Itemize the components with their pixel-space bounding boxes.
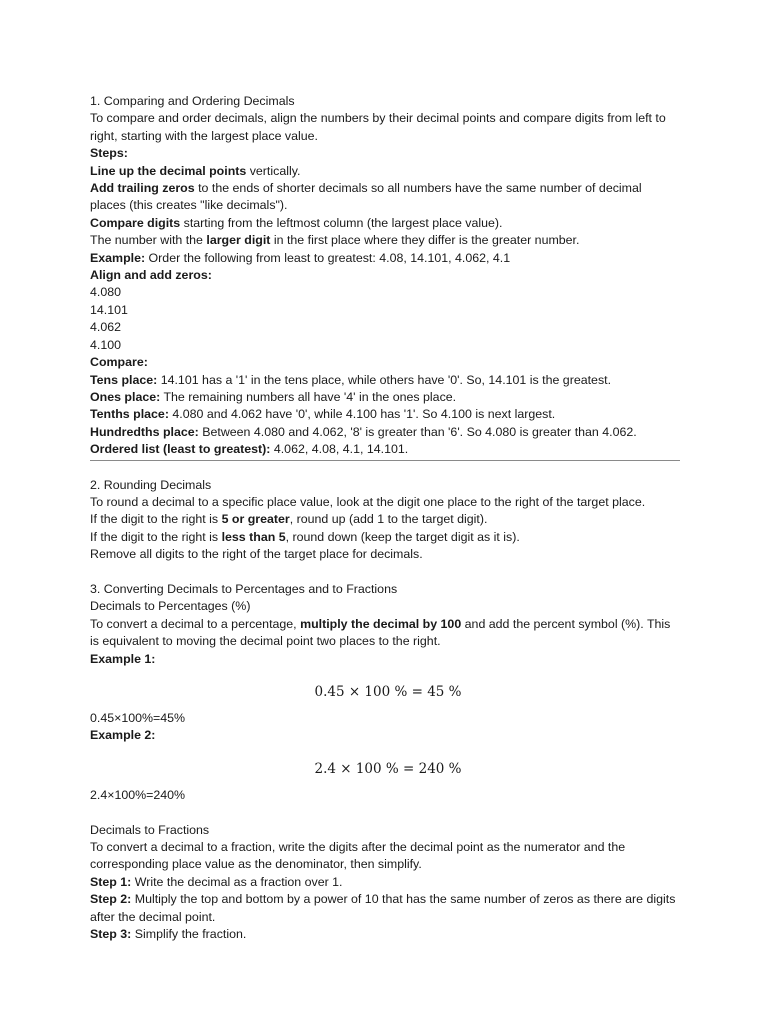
step-larger-digit (90, 232, 680, 249)
fraction-step-1 (90, 874, 680, 891)
fraction-step-1-text: Write the decimal as a fraction over 1. (131, 874, 343, 889)
rounding-rule-down-text: , round down (keep the target digit as it is). (285, 529, 520, 544)
paragraph-percentages-bold: multiply the decimal by 100 (300, 616, 462, 631)
example-1-label (90, 651, 680, 668)
rounding-rule-up (90, 511, 680, 528)
aligned-number: 14.101 (90, 302, 128, 317)
blank-line (90, 804, 680, 821)
compare-ones-text: The remaining numbers all have '4' in the ones place. (160, 389, 457, 404)
step-trailing-zeros-bold: Add trailing zeros (90, 181, 195, 196)
section-heading-converting: 3. Converting Decimals to Percentages and to Fractions (90, 581, 398, 596)
fraction-step-3-text: Simplify the fraction. (131, 927, 247, 942)
step-larger-digit-pre: The number with the (90, 233, 207, 248)
fraction-step-1-bold: Step 1: (90, 874, 132, 889)
compare-label (90, 354, 680, 371)
paragraph-rounding-intro: To round a decimal to a specific place value, look at the digit one place to the right of the target place. (90, 494, 646, 509)
aligned-number: 4.100 (90, 337, 122, 352)
step-line-up-bold: Line up the decimal points (90, 163, 247, 178)
example-1-equation: 0.45 × 100 % = 45 % (314, 683, 462, 700)
rounding-rule-up-pre: If the digit to the right is (90, 512, 222, 527)
fraction-step-2-bold: Step 2: (90, 892, 132, 907)
example-ordering (90, 250, 680, 267)
compare-tens-text: 14.101 has a '1' in the tens place, while others have '0'. So, 14.101 is the greatest. (157, 372, 612, 387)
section-heading-comparing: 1. Comparing and Ordering Decimals (90, 94, 295, 108)
compare-hundredths (90, 424, 680, 441)
example-2-label-text: Example 2: (90, 728, 156, 743)
fraction-step-3-bold: Step 3: (90, 927, 132, 942)
compare-ones (90, 389, 680, 406)
compare-tens (90, 372, 680, 389)
example-2-plain: 2.4×100%=240% (90, 787, 186, 802)
compare-hundredths-text: Between 4.080 and 4.062, '8' is greater than '6'. So 4.080 is greater than 4.062. (198, 424, 637, 439)
aligned-number: 4.062 (90, 320, 122, 335)
section-heading-rounding: 2. Rounding Decimals (90, 477, 212, 492)
ordered-list-bold: Ordered list (least to greatest): (90, 442, 271, 457)
align-label (90, 267, 680, 284)
compare-label-text: Compare: (90, 355, 148, 370)
example-ordering-text: Order the following from least to greatest: 4.08, 14.101, 4.062, 4.1 (145, 250, 511, 265)
example-ordering-bold: Example: (90, 250, 146, 265)
step-larger-digit-bold: larger digit (206, 233, 271, 248)
rounding-rule-down-pre: If the digit to the right is (90, 529, 222, 544)
rounding-rule-down-bold: less than 5 (221, 529, 286, 544)
step-compare-digits-text: starting from the leftmost column (the largest place value). (180, 215, 503, 230)
fraction-step-3 (90, 926, 680, 943)
paragraph-percentages-pre: To convert a decimal to a percentage, (90, 616, 301, 631)
paragraph-percentages-text: and add the percent symbol (%). This is equivalent to moving the decimal point two places to the right. (90, 616, 671, 649)
step-line-up-text: vertically. (246, 163, 301, 178)
compare-hundredths-bold: Hundredths place: (90, 424, 199, 439)
compare-tenths-bold: Tenths place: (90, 407, 169, 422)
ordered-list (90, 441, 680, 458)
steps-label (90, 145, 680, 162)
step-line-up (90, 163, 680, 180)
paragraph-comparing-intro: To compare and order decimals, align the numbers by their decimal points and compare digits from left to right, starting with the largest place value. (90, 111, 666, 143)
fraction-step-2 (90, 891, 680, 926)
compare-tens-bold: Tens place: (90, 372, 158, 387)
compare-tenths-text: 4.080 and 4.062 have '0', while 4.100 has '1'. So 4.100 is next largest. (168, 407, 556, 422)
align-label-text: Align and add zeros: (90, 268, 212, 283)
step-trailing-zeros-text: to the ends of shorter decimals so all numbers have the same number of decimal places (this creates "like decimals"). (90, 181, 642, 213)
rounding-rule-remove: Remove all digits to the right of the target place for decimals. (90, 547, 423, 562)
compare-ones-bold: Ones place: (90, 389, 161, 404)
horizontal-rule (90, 460, 680, 461)
document-page (90, 93, 680, 943)
blank-line (90, 564, 680, 581)
paragraph-percentages (90, 616, 680, 651)
paragraph-fractions: To convert a decimal to a fraction, write the digits after the decimal point as the numerator and the corresponding place value as the denominator, then simplify. (90, 840, 626, 872)
example-2-equation: 2.4 × 100 % = 240 % (314, 760, 462, 777)
subheading-percentages: Decimals to Percentages (%) (90, 599, 251, 614)
rounding-rule-up-bold: 5 or greater (221, 512, 290, 527)
step-larger-digit-text: in the first place where they differ is the greater number. (270, 233, 580, 248)
example-1-label-text: Example 1: (90, 651, 156, 666)
compare-tenths (90, 406, 680, 423)
rounding-rule-down (90, 529, 680, 546)
step-compare-digits (90, 215, 680, 232)
example-2-label (90, 727, 680, 744)
subheading-fractions: Decimals to Fractions (90, 822, 210, 837)
steps-label-text: Steps: (90, 146, 128, 161)
rounding-rule-up-text: , round up (add 1 to the target digit). (289, 512, 488, 527)
ordered-list-text: 4.062, 4.08, 4.1, 14.101. (270, 442, 409, 457)
example-1-plain: 0.45×100%=45% (90, 710, 186, 725)
step-compare-digits-bold: Compare digits (90, 215, 181, 230)
aligned-number: 4.080 (90, 285, 122, 300)
fraction-step-2-text: Multiply the top and bottom by a power of 10 that has the same number of zeros as there are digits after the decimal point. (90, 892, 676, 924)
step-trailing-zeros (90, 180, 680, 215)
